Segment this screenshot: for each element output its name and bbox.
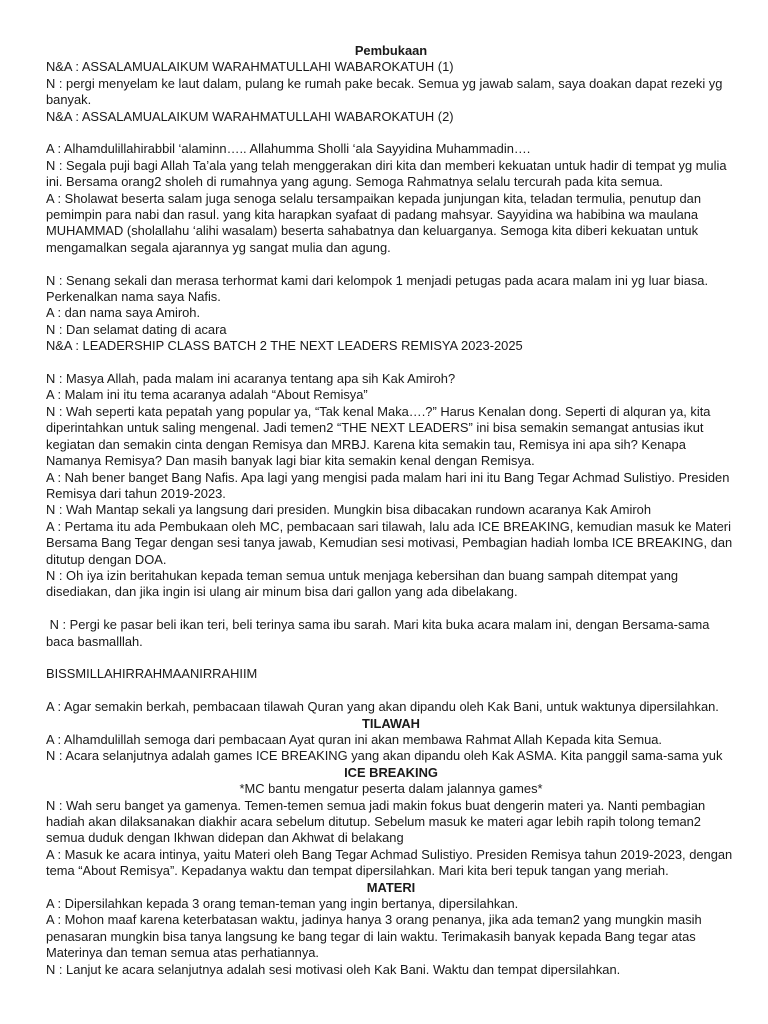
script-line: N : pergi menyelam ke laut dalam, pulang ke rumah pake becak. Semua yg jawab salam, saya doakan dapat rezeki yg banyak. (46, 75, 727, 108)
script-line: A : Malam ini itu tema acaranya adalah “About Remisya” (46, 387, 368, 403)
script-line: A : Alhamdulillah semoga dari pembacaan Ayat quran ini akan membawa Rahmat Allah Kepada kita Semua. (46, 731, 663, 747)
script-line: A : Agar semakin berkah, pembacaan tilawah Quran yang akan dipandu oleh Kak Bani, untuk waktunya dipersilahkan. (46, 699, 719, 715)
section-heading: TILAWAH (361, 715, 420, 731)
script-line: N : Masya Allah, pada malam ini acaranya tentang apa sih Kak Amiroh? (46, 371, 456, 387)
script-line: N : Dan selamat dating di acara (46, 321, 227, 337)
script-line: A : Sholawat beserta salam juga senoga selalu tersampaikan kepada junjungan kita, teladan termulia, penutup dan pemimpin para nabi dan rasul. yang kita harapkan syafaat di padang mahsyar. Sayyidina wa habibina wa maulana MUHAMMAD (sholallahu ‘alihi wasalam) beserta sahabatnya dan keluarganya. Semoga kita diberi kekuatan untuk mengamalkan segala ajarannya yg sangat mulia dan agung. (46, 190, 705, 255)
script-line: N&A : LEADERSHIP CLASS BATCH 2 THE NEXT LEADERS REMISYA 2023-2025 (46, 338, 523, 354)
blank-line (46, 601, 736, 617)
script-line: A : Masuk ke acara intinya, yaitu Materi oleh Bang Tegar Achmad Sulistiyo. Presiden Remisya tahun 2019-2023, dengan tema “About Remisya”. Kepadanya waktu dan tempat dipersilahkan. Mari kita beri tepuk tangan yang meriah. (46, 846, 736, 879)
blank-line (46, 256, 736, 272)
script-line: N : Wah Mantap sekali ya langsung dari presiden. Mungkin bisa dibacakan rundown acaranya Kak Amiroh (46, 502, 652, 518)
script-line: A : Pertama itu ada Pembukaan oleh MC, pembacaan sari tilawah, lalu ada ICE BREAKING, kemudian masuk ke Materi Bersama Bang Tegar dengan sesi tanya jawab, Kemudian sesi motivasi, Pembagian hadiah lomba ICE BREAKING, dan ditutup dengan DOA. (46, 518, 736, 567)
script-line: N : Acara selanjutnya adalah games ICE BREAKING yang akan dipandu oleh Kak ASMA. Kita panggil sama-sama yuk (46, 748, 723, 764)
script-line: A : Nah bener banget Bang Nafis. Apa lagi yang mengisi pada malam hari ini itu Bang Tegar Achmad Sulistiyo. Presiden Remisya dari tahun 2019-2023. (46, 469, 733, 501)
script-line: A : Dipersilahkan kepada 3 orang teman-teman yang ingin bertanya, dipersilahkan. (46, 896, 519, 912)
script-line: N : Segala puji bagi Allah Ta’ala yang telah menggerakan diri kita dan memberi kekuatan untuk hadir di tempat yg mulia ini. Bersama orang2 sholeh di rumahnya yang agung. Semoga Rahmatnya selalu tercurah pada kita semua. (46, 157, 731, 190)
script-line: N : Wah seperti kata pepatah yang popular ya, “Tak kenal Maka….?” Harus Kenalan dong. Seperti di alquran ya, kita diperintahkan untuk saling mengenal. Jadi temen2 “THE NEXT LEADERS” ini bisa semakin semangat antusias ikut kegiatan dan semakin cinta dengan Remisya dan MRBJ. Karena kita semakin tau, Remisya ini apa sih? Kenapa Namanya Remisya? Dan masih banyak lagi biar kita semakin kenal dengan Remisya. (46, 403, 715, 469)
blank-line (46, 355, 736, 371)
script-line: N : Lanjut ke acara selanjutnya adalah sesi motivasi oleh Kak Bani. Waktu dan tempat dipersilahkan. (46, 961, 621, 977)
stage-note: *MC bantu mengatur peserta dalam jalannya games* (239, 781, 543, 797)
script-line: N&A : ASSALAMUALAIKUM WARAHMATULLAHI WABAROKATUH (1) (46, 59, 454, 75)
script-line: N : Senang sekali dan merasa terhormat kami dari kelompok 1 menjadi petugas pada acara malam ini yg luar biasa. Perkenalkan nama saya Nafis. (46, 272, 712, 305)
section-heading: ICE BREAKING (344, 764, 438, 780)
script-line: A : dan nama saya Amiroh. (46, 305, 201, 321)
blank-line (46, 125, 736, 141)
script-line: BISSMILLAHIRRAHMAANIRRAHIIM (46, 666, 258, 682)
script-line: A : Alhamdulillahirabbil ‘alaminn….. Allahumma Sholli ‘ala Sayyidina Muhammadin…. (46, 141, 531, 157)
script-line: N&A : ASSALAMUALAIKUM WARAHMATULLAHI WABAROKATUH (2) (46, 108, 454, 124)
script-line: A : Mohon maaf karena keterbatasan waktu, jadinya hanya 3 orang penanya, jika ada teman2 yang mungkin masih penasaran mungkin bisa tanya langsung ke bang tegar di lain waktu. Terimakasih banyak kepada Bang tegar atas Materinya dan teman semua atas perhatiannya. (46, 912, 706, 961)
blank-line (46, 650, 736, 666)
script-line: N : Wah seru banget ya gamenya. Temen-temen semua jadi makin fokus buat dengerin materi ya. Nanti pembagian hadiah akan dilaksanakan diakhir acara sebelum ditutup. Sebelum masuk ke materi agar lebih rapih tolong teman2 semua duduk dengan Ikhwan didepan dan Akhwat di belakang (46, 797, 709, 846)
document-page (46, 43, 736, 978)
script-line: N : Oh iya izin beritahukan kepada teman semua untuk menjaga kebersihan dan buang sampah ditempat yang disediakan, dan jika ingin isi ulang air minum bisa dari gallon yang ada dibelakang. (46, 567, 682, 600)
section-heading: Pembukaan (354, 43, 428, 58)
script-line: N : Pergi ke pasar beli ikan teri, beli terinya sama ibu sarah. Mari kita buka acara malam ini, dengan Bersama-sama baca basmalllah. (46, 617, 714, 649)
blank-line (46, 683, 736, 699)
section-heading: MATERI (366, 879, 416, 895)
